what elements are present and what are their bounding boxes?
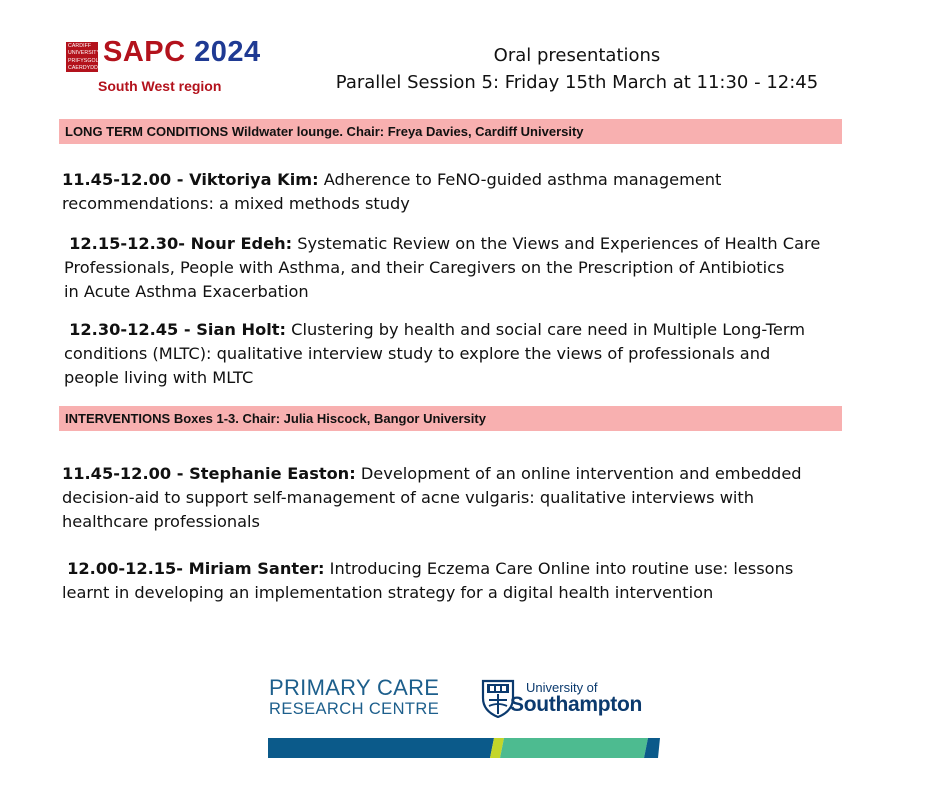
page-title: Oral presentations (493, 45, 661, 66)
talk-title: Clustering by health and social care need in Multiple Long-Term (286, 320, 805, 339)
soton-line1: University of (526, 680, 598, 695)
talk-title-continued: conditions (MLTC): qualitative interview study to explore the views of professionals and (64, 344, 771, 363)
band-segment-green (500, 738, 648, 758)
talk-time-speaker: 12.00-12.15- Miriam Santer: (67, 559, 325, 578)
talk-title-continued: people living with MLTC (64, 368, 254, 387)
talk-item (62, 557, 793, 605)
pcrc-line2: RESEARCH CENTRE (269, 700, 440, 718)
session-subtitle: Parallel Session 5: Friday 15th March at 11:30 - 12:45 (335, 72, 819, 93)
talk-title-continued: learnt in developing an implementation strategy for a digital health intervention (62, 583, 714, 602)
talk-title-continued: in Acute Asthma Exacerbation (64, 282, 309, 301)
talk-time-speaker: 11.45-12.00 - Viktoriya Kim: (62, 170, 319, 189)
talk-time-speaker: 12.15-12.30- Nour Edeh: (69, 234, 293, 253)
talk-item (62, 168, 721, 216)
talk-item (62, 462, 802, 534)
badge-line: PRIFYSGOL (68, 58, 99, 64)
pcrc-line1: PRIMARY CARE (269, 675, 440, 700)
talk-title-continued: decision-aid to support self-management of acne vulgaris: qualitative interviews with (62, 488, 755, 507)
talk-title: Introducing Eczema Care Online into routine use: lessons (324, 559, 794, 578)
session-header-interventions: INTERVENTIONS Boxes 1-3. Chair: Julia Hiscock, Bangor University (59, 406, 842, 431)
band-segment-blue (268, 738, 494, 758)
logo-region: South West region (98, 78, 222, 94)
soton-line2: Southampton (510, 693, 643, 716)
cardiff-university-badge (66, 42, 101, 72)
talk-title-continued: recommendations: a mixed methods study (62, 194, 410, 213)
university-of-southampton-logo (480, 678, 660, 718)
talk-time-speaker: 12.30-12.45 - Sian Holt: (69, 320, 286, 339)
talk-title: Development of an online intervention and embedded (355, 464, 802, 483)
primary-care-research-centre-logo (269, 677, 439, 719)
talk-title-continued: healthcare professionals (62, 512, 260, 531)
badge-line: UNIVERSITY (68, 50, 101, 56)
talk-title: Systematic Review on the Views and Experiences of Health Care (292, 234, 821, 253)
talk-title: Adherence to FeNO-guided asthma management (318, 170, 722, 189)
talk-time-speaker: 11.45-12.00 - Stephanie Easton: (62, 464, 356, 483)
badge-line: CAERDYDD (68, 65, 98, 71)
footer-color-band (268, 738, 660, 758)
sapc-logo (66, 36, 276, 100)
session-header-long-term-conditions: LONG TERM CONDITIONS Wildwater lounge. Chair: Freya Davies, Cardiff University (59, 119, 842, 144)
talk-item (64, 232, 820, 304)
logo-title (103, 36, 261, 69)
talk-title-continued: Professionals, People with Asthma, and their Caregivers on the Prescription of Antibiotics (64, 258, 785, 277)
badge-line: CARDIFF (68, 43, 92, 49)
talk-item (64, 318, 805, 390)
logo-year: 2024 (194, 36, 261, 68)
logo-sapc: SAPC (103, 36, 186, 68)
